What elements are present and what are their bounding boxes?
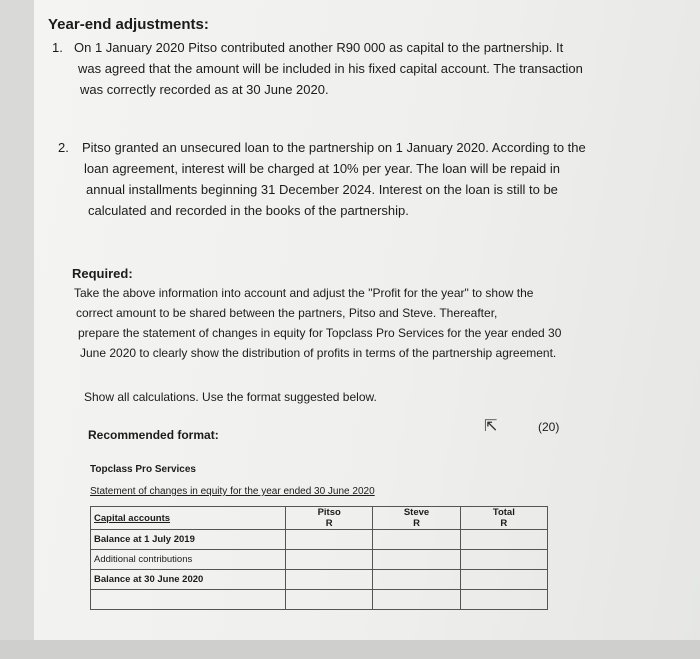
table-cell [286, 590, 373, 610]
row-label-additional-contributions: Additional contributions [91, 550, 286, 570]
header-pitso-label: Pitso [317, 507, 341, 518]
row-label-closing-balance: Balance at 30 June 2020 [91, 570, 286, 590]
table-row [91, 590, 548, 610]
table-row [91, 570, 548, 590]
company-name: Topclass Pro Services [90, 464, 196, 475]
table-cell [373, 530, 460, 550]
header-capital-accounts: Capital accounts [91, 507, 286, 530]
item-2-line-1: Pitso granted an unsecured loan to the partnership on 1 January 2020. According to the [82, 140, 586, 155]
header-pitso [286, 507, 373, 530]
table-cell [460, 570, 547, 590]
header-total-label: Total [492, 507, 515, 518]
header-total-unit: R [500, 518, 508, 529]
table-cell [373, 550, 460, 570]
item-1-line-1: On 1 January 2020 Pitso contributed another R90 000 as capital to the partnership. It [74, 40, 564, 55]
header-steve [373, 507, 460, 530]
section-heading: Year-end adjustments: [48, 16, 209, 33]
document-page [34, 0, 700, 659]
item-1-line-3: was correctly recorded as at 30 June 2020. [80, 82, 329, 97]
table-cell [373, 570, 460, 590]
item-number-1: 1. [52, 40, 63, 55]
item-2-line-2: loan agreement, interest will be charged at 10% per year. The loan will be repaid in [84, 161, 560, 176]
required-line-1: Take the above information into account and adjust the "Profit for the year" to show the [74, 286, 534, 300]
marks-label: (20) [538, 420, 560, 434]
table-cell [460, 550, 547, 570]
bottom-edge [0, 640, 700, 659]
header-steve-label: Steve [403, 507, 430, 518]
instruction-text: Show all calculations. Use the format suggested below. [84, 390, 377, 404]
header-total [460, 507, 547, 530]
table-cell [286, 530, 373, 550]
equity-format-table [90, 506, 548, 610]
statement-title: Statement of changes in equity for the year ended 30 June 2020 [90, 486, 375, 497]
table-cell [286, 570, 373, 590]
item-1-line-2: was agreed that the amount will be included in his fixed capital account. The transaction [78, 61, 583, 76]
table-header-row [91, 507, 548, 530]
table-cell [373, 590, 460, 610]
row-label-opening-balance: Balance at 1 July 2019 [91, 530, 286, 550]
table-row [91, 530, 548, 550]
item-2-line-3: annual installments beginning 31 December 2024. Interest on the loan is still to be [86, 182, 558, 197]
table-cell [460, 530, 547, 550]
mouse-cursor-icon: ⇱ [484, 418, 498, 435]
table-cell [286, 550, 373, 570]
recommended-format-label: Recommended format: [88, 428, 219, 442]
table-row [91, 550, 548, 570]
required-heading: Required: [72, 266, 133, 281]
required-line-3: prepare the statement of changes in equity for Topclass Pro Services for the year ended 30 [78, 326, 562, 340]
table-cell [91, 590, 286, 610]
required-line-2: correct amount to be shared between the partners, Pitso and Steve. Thereafter, [76, 306, 498, 320]
required-line-4: June 2020 to clearly show the distribution of profits in terms of the partnership agreement. [80, 346, 557, 360]
table-cell [460, 590, 547, 610]
header-steve-unit: R [413, 518, 420, 529]
item-number-2: 2. [58, 140, 69, 155]
header-pitso-unit: R [325, 518, 333, 529]
item-2-line-4: calculated and recorded in the books of the partnership. [88, 203, 409, 218]
